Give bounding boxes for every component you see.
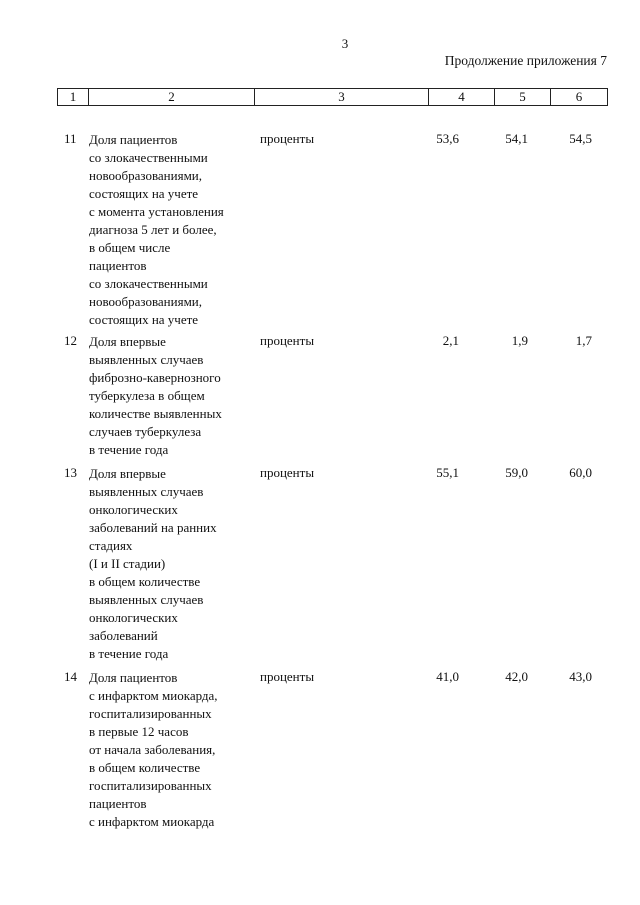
row-unit: проценты — [260, 131, 315, 146]
column-header-2: 2 — [89, 89, 255, 106]
page-number: 3 — [341, 36, 349, 51]
row-value-col4: 41,0 — [436, 669, 459, 684]
column-header-1: 1 — [58, 89, 89, 106]
row-value-col6: 60,0 — [569, 465, 592, 480]
row-value-col5: 42,0 — [505, 669, 528, 684]
row-value-col4: 2,1 — [442, 333, 459, 348]
row-value-col6: 43,0 — [569, 669, 592, 684]
row-value-col5: 1,9 — [511, 333, 528, 348]
row-description: Доля пациентов со злокачественными новообразованиями, состоящих на учете с момента установления диагноза 5 лет и более, в общем числе пациентов со злокачественными новообразованиями, состоящих на учете — [89, 132, 224, 327]
column-header-4: 4 — [429, 89, 495, 106]
row-number: 11 — [64, 131, 77, 146]
row-description: Доля впервые выявленных случаев фиброзно-кавернозного туберкулеза в общем количестве выявленных случаев туберкулеза в течение года — [89, 334, 222, 457]
row-value-col5: 59,0 — [505, 465, 528, 480]
row-number: 13 — [64, 465, 77, 480]
column-header-3: 3 — [255, 89, 429, 106]
continuation-title: Продолжение приложения 7 — [444, 53, 607, 68]
row-description: Доля пациентов с инфарктом миокарда, госпитализированных в первые 12 часов от начала заболевания, в общем количестве госпитализированных пациентов с инфарктом миокарда — [89, 670, 218, 829]
row-number: 14 — [64, 669, 77, 684]
row-value-col4: 55,1 — [436, 465, 459, 480]
table-header — [57, 88, 608, 106]
row-unit: проценты — [260, 465, 315, 480]
row-description: Доля впервые выявленных случаев онкологических заболеваний на ранних стадиях (I и II стадии) в общем количестве выявленных случаев онкологических заболеваний в течение года — [89, 466, 217, 661]
row-value-col4: 53,6 — [436, 131, 459, 146]
column-header-6: 6 — [551, 89, 608, 106]
row-value-col6: 54,5 — [569, 131, 592, 146]
column-header-5: 5 — [495, 89, 551, 106]
row-unit: проценты — [260, 333, 315, 348]
row-value-col5: 54,1 — [505, 131, 528, 146]
row-number: 12 — [64, 333, 77, 348]
row-unit: проценты — [260, 669, 315, 684]
row-value-col6: 1,7 — [575, 333, 592, 348]
